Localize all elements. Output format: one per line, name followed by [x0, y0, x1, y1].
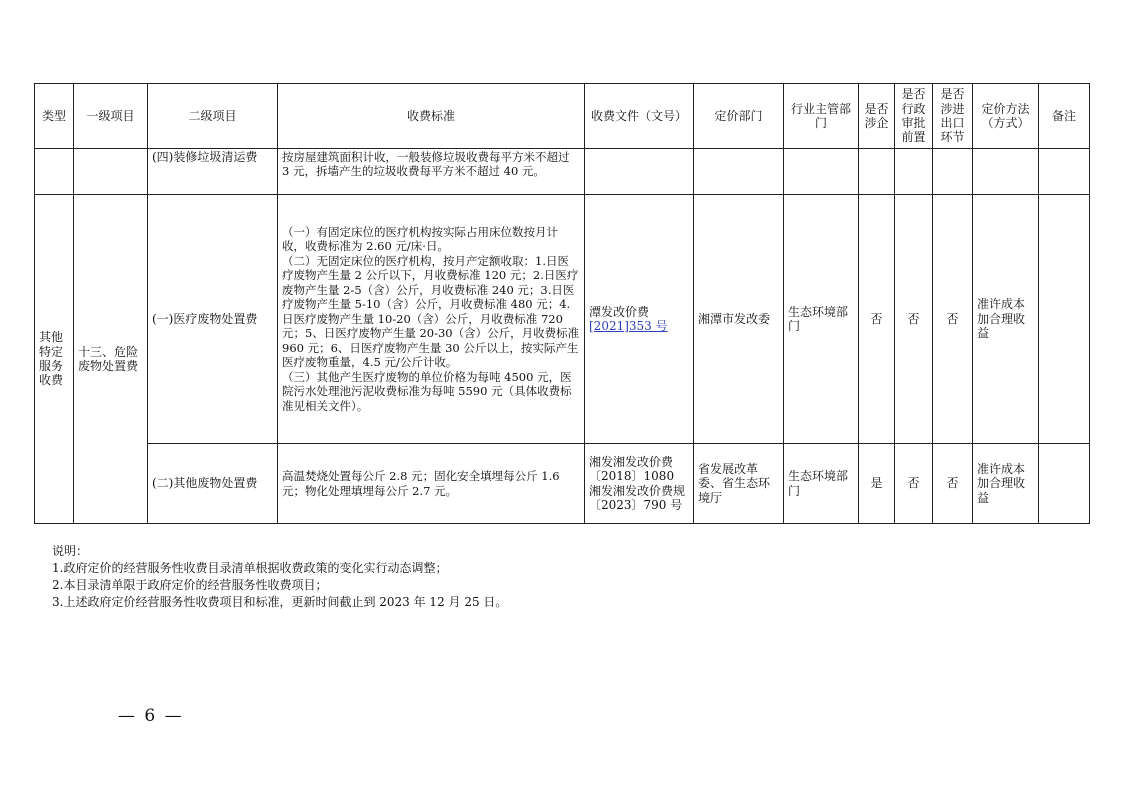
- header-approval: 是否行政审批前置: [895, 84, 933, 149]
- cell-level2: (二)其他废物处置费: [148, 444, 278, 524]
- standard-paragraph-1: （一）有固定床位的医疗机构按实际占用床位数按月计收，收费标准为 2.60 元/床·日。: [282, 224, 558, 254]
- cell-standard: [278, 195, 585, 444]
- cell-document: [585, 149, 694, 195]
- notes-section: [52, 543, 507, 611]
- cell-import-export: 否: [933, 195, 973, 444]
- note-item-1: 1.政府定价的经营服务性收费目录清单根据收费政策的变化实行动态调整；: [52, 561, 448, 575]
- cell-standard: 高温焚烧处置每公斤 2.8 元；固化安全填埋每公斤 1.6 元；物化处理填埋每公斤 2.7 元。: [278, 444, 585, 524]
- fee-table: [34, 83, 1090, 524]
- standard-paragraph-3: （三）其他产生医疗废物的单位价格为每吨 4500 元，医院污水处理池污泥收费标准为每吨 5590 元（具体收费标准见相关文件）。: [282, 369, 572, 413]
- header-remark: 备注: [1039, 84, 1090, 149]
- cell-authority: 生态环境部门: [784, 444, 859, 524]
- cell-standard: 按房屋建筑面积计收，一般装修垃圾收费每平方米不超过 3 元，拆墙产生的垃圾收费每平方米不超过 40 元。: [278, 149, 585, 195]
- header-standard: 收费标准: [278, 84, 585, 149]
- table-row: [35, 149, 1090, 195]
- header-dept: 定价部门: [694, 84, 784, 149]
- cell-type: 其他特定服务收费: [35, 195, 74, 524]
- standard-paragraph-2: （二）无固定床位的医疗机构，按月产定额收取：1.日医疗废物产生量 2 公斤以下，月收费标准 120 元；2.日医疗废物产生量 2-5（含）公斤，月收费标准 240 元；3.日医疗废物产生量 5-10（含）公斤，月收费标准 480 元；4.日医疗废物产生量 10-20（含）公斤，月收费标准 720 元；5、日医疗废物产生量 20-30（含）公斤，月收费标准 960 元；6、日医疗废物产生量 30 公斤以上，按实际产生医疗废物重量，4.5 元/公斤计收。: [282, 253, 580, 370]
- cell-remark: [1039, 195, 1090, 444]
- header-import-export: 是否涉进出口环节: [933, 84, 973, 149]
- cell-enterprise: 是: [859, 444, 895, 524]
- cell-approval: [895, 149, 933, 195]
- cell-level2: (一)医疗废物处置费: [148, 195, 278, 444]
- cell-authority: [784, 149, 859, 195]
- cell-method: 准许成本加合理收益: [973, 195, 1039, 444]
- cell-import-export: [933, 149, 973, 195]
- cell-dept: [694, 149, 784, 195]
- header-document: 收费文件（文号）: [585, 84, 694, 149]
- document-link[interactable]: [2021]353 号: [589, 319, 668, 333]
- cell-approval: 否: [895, 444, 933, 524]
- table-header-row: [35, 84, 1090, 149]
- header-level2: 二级项目: [148, 84, 278, 149]
- note-item-2: 2.本目录清单限于政府定价的经营服务性收费项目；: [52, 578, 328, 592]
- document-prefix: 潭发改价费: [589, 304, 650, 319]
- note-item-3: 3.上述政府定价经营服务性收费项目和标准，更新时间截止到 2023 年 12 月 25 日。: [52, 595, 508, 609]
- notes-title: 说明：: [52, 544, 89, 558]
- cell-level2: (四)装修垃圾清运费: [148, 149, 278, 195]
- cell-method: [973, 149, 1039, 195]
- cell-level1: [74, 149, 148, 195]
- cell-authority: 生态环境部门: [784, 195, 859, 444]
- cell-level1: 十三、危险废物处置费: [74, 195, 148, 524]
- cell-dept: 省发展改革委、省生态环境厅: [694, 444, 784, 524]
- table-row: [35, 444, 1090, 524]
- header-method: 定价方法（方式）: [973, 84, 1039, 149]
- header-type: 类型: [35, 84, 74, 149]
- cell-type: [35, 149, 74, 195]
- header-level1: 一级项目: [74, 84, 148, 149]
- cell-document: [585, 195, 694, 444]
- cell-enterprise: 否: [859, 195, 895, 444]
- header-authority: 行业主管部门: [784, 84, 859, 149]
- cell-document: 湘发湘发改价费〔2018〕1080 湘发湘发改价费规〔2023〕790 号: [585, 444, 694, 524]
- cell-enterprise: [859, 149, 895, 195]
- table-row: [35, 195, 1090, 444]
- header-enterprise: 是否涉企: [859, 84, 895, 149]
- cell-approval: 否: [895, 195, 933, 444]
- cell-remark: [1039, 444, 1090, 524]
- cell-remark: [1039, 149, 1090, 195]
- cell-dept: 湘潭市发改委: [694, 195, 784, 444]
- page-number: — 6 —: [118, 706, 184, 726]
- cell-method: 准许成本加合理收益: [973, 444, 1039, 524]
- cell-import-export: 否: [933, 444, 973, 524]
